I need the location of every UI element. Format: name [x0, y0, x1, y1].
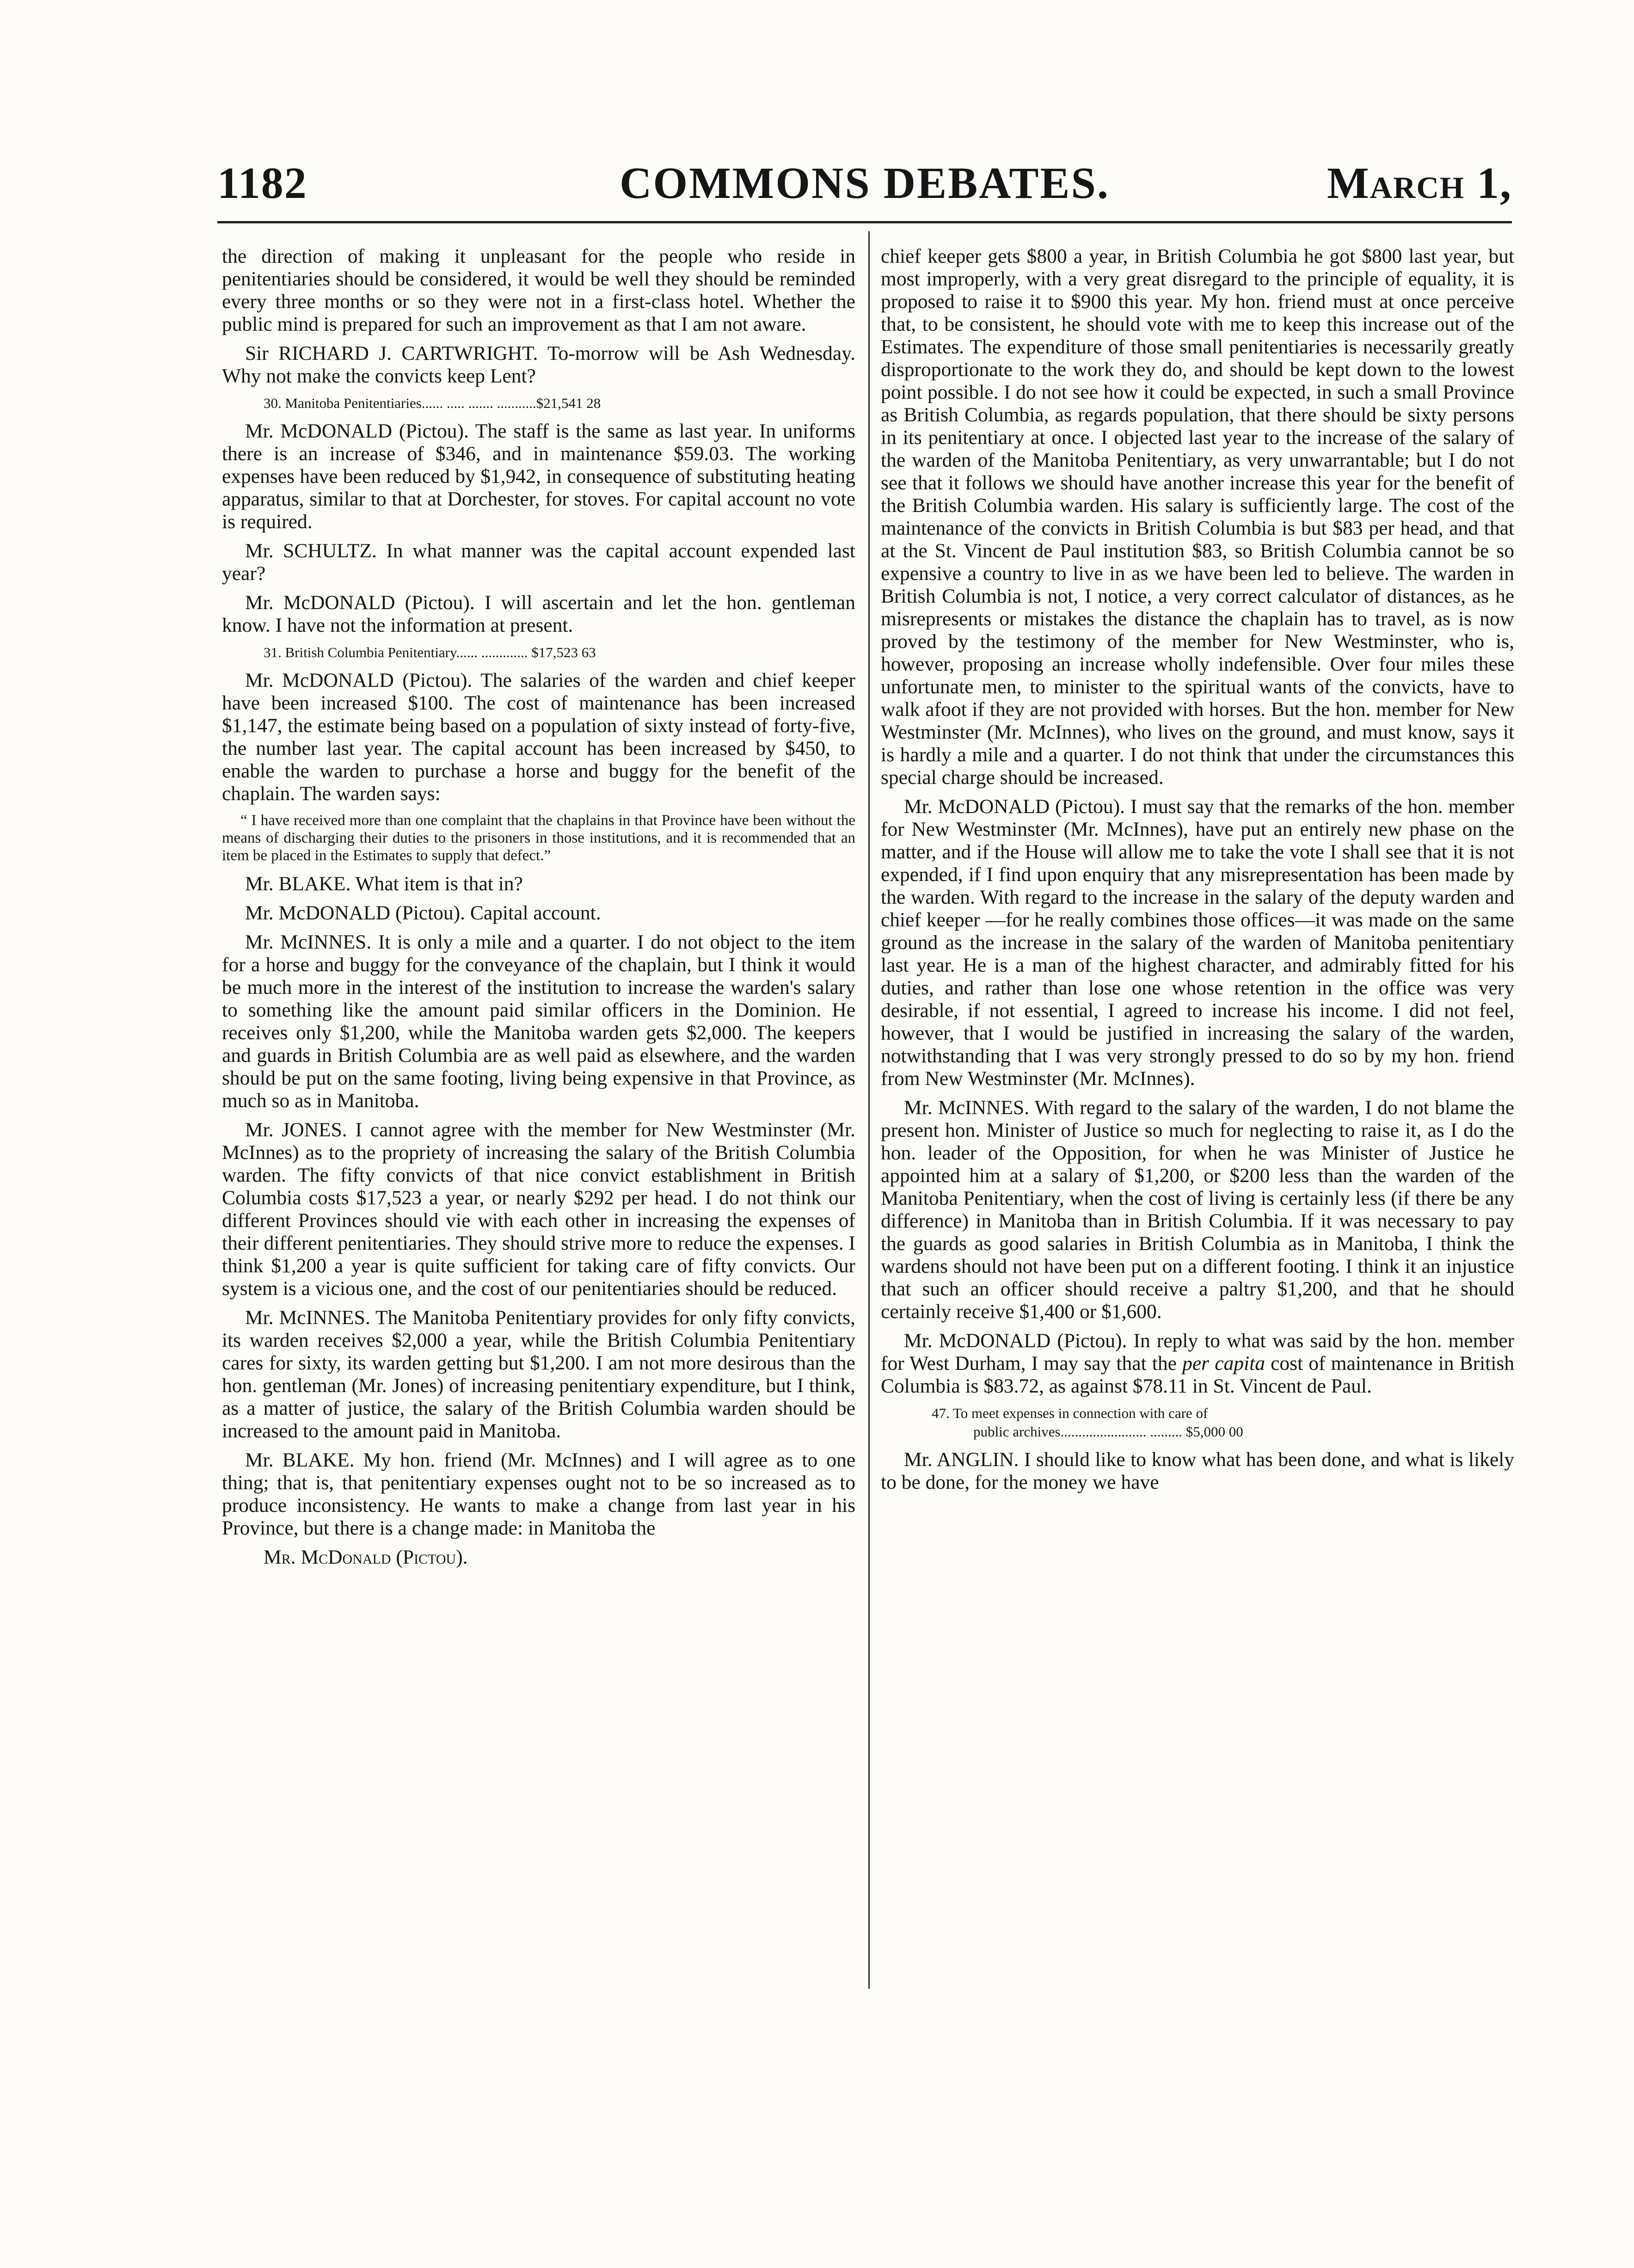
- estimate-item: 31. British Columbia Penitentiary...... ............. $17,523 63: [264, 644, 596, 660]
- speaker-name: Mr. McDONALD (Pictou).: [904, 1330, 1127, 1352]
- speech-text: The salaries of the warden and chief keeper have been increased $100. The cost of maintenance has been increased $1,147, the estimate being based on a population of sixty instead of forty-five, the number last year. The capital account has been increased by $450, to enable the warden to purchase a horse and buggy for the benefit of the chaplain. The warden says:: [222, 669, 855, 805]
- left-column: [222, 245, 855, 1569]
- speaker-name: Mr. McDONALD (Pictou).: [245, 420, 469, 442]
- speech: [881, 795, 1514, 1090]
- publication-title: COMMONS DEBATES.: [620, 158, 1110, 208]
- footer-signature: Mr. McDonald (Pictou).: [264, 1546, 468, 1568]
- speaker-name: Mr. JONES.: [245, 1119, 347, 1141]
- speech-text: In what manner was the capital account expended last year?: [222, 540, 856, 585]
- speech: [881, 1330, 1514, 1398]
- speech-text: The Manitoba Penitentiary provides for only fifty convicts, its warden receives $2,000 a year, while the British Columbia Penitentiary cares for sixty, its warden getting but $1,200. I am not more desirous than the hon. gentleman (Mr. Jones) of increasing penitentiary expenditure, but I think, as a matter of justice, the salary of the British Columbia warden should be increased to the amount paid in Manitoba.: [222, 1307, 855, 1442]
- latin-phrase: per capita: [1182, 1352, 1265, 1374]
- speech-text: In reply to what was said by the hon. member for West Durham, I may say that the: [881, 1330, 1514, 1374]
- speech: [222, 1307, 855, 1442]
- speech: [222, 420, 855, 533]
- speaker-name: Mr. McDONALD (Pictou).: [245, 592, 475, 614]
- page-date: March 1,: [1327, 158, 1512, 208]
- speech: [222, 540, 855, 585]
- speech-text: Capital account.: [470, 902, 601, 924]
- speech-text: I will ascertain and let the hon. gentleman know. I have not the information at present.: [222, 592, 855, 636]
- estimate-item-line: public archives........................ ......... $5,000 00: [973, 1424, 1243, 1440]
- speaker-name: Mr. McDONALD (Pictou).: [245, 902, 466, 924]
- speaker-name: Mr. McINNES.: [904, 1097, 1029, 1119]
- right-column: [881, 245, 1514, 1500]
- speaker-name: Mr. BLAKE.: [245, 1449, 355, 1471]
- speech: [222, 1119, 855, 1300]
- speech-text: It is only a mile and a quarter. I do not object to the item for a horse and buggy for the conveyance of the chaplain, but I think it would be much more in the interest of the institution to increase the warden's salary to something like the amount paid similar officers in the Dominion. He receives only $1,200, while the Manitoba warden gets $2,000. The keepers and guards in British Columbia are as well paid as elsewhere, and the warden should be put on the same footing, living being expensive in that Province, as much so as in Manitoba.: [222, 931, 855, 1112]
- speech-text: My hon. friend (Mr. McInnes) and I will agree as to one thing; that is, that penitentiary expenses ought not to be so increased as to produce inconsistency. He wants to make a change from last year in his Province, but there is a change made: in Manitoba the: [222, 1449, 856, 1539]
- speech: [222, 1449, 855, 1540]
- speaker-name: Mr. McINNES.: [245, 931, 372, 953]
- column-divider: [868, 231, 870, 1989]
- paragraph: chief keeper gets $800 a year, in British Columbia he got $800 last year, but most improperly, with a very great disregard to the principle of equality, it is proposed to raise it to $900 this year. My hon. friend must at once perceive that, to be consistent, he should vote with me to keep this increase out of the Estimates. The expenditure of those small penitentiaries is necessarily greatly disproportionate to the work they do, and should be kept down to the lowest point possible. I do not see how it could be expected, in such a small Province as British Columbia, as regards population, that there should be sixty persons in its penitentiary at once. I objected last year to the increase of the salary of the warden of the Manitoba Penitentiary, as very unwarrantable; but I do not see that it follows we should have another increase this year for the benefit of the British Columbia warden. His salary is sufficiently large. The cost of the maintenance of the convicts in British Columbia is but $83 per head, and that at the St. Vincent de Paul institution $83, so British Columbia cannot be so expensive a country to live in as we have been led to believe. The warden in British Columbia is not, I notice, a very correct calculator of distances, as he misrepresents or mistakes the distance the chaplain has to travel, as is now proved by the testimony of the member for New Westminster, who is, however, proposing an increase wholly indefensible. Over four miles these unfortunate men, to minister to the spiritual wants of the convicts, have to walk afoot if they are not provided with horses. But the hon. member for New Westminster (Mr. McInnes), who lives on the ground, and must know, says it is hardly a mile and a quarter. I do not think that under the circumstances this special charge should be increased.: [881, 245, 1514, 789]
- block-quote: “ I have received more than one complaint that the chaplains in that Province have been without the means of discharging their duties to the prisoners in those institutions, and it is recommended that an item be placed in the Estimates to supply that defect.”: [222, 812, 855, 864]
- speech: [222, 873, 855, 895]
- speech: [881, 1097, 1514, 1323]
- speech-text: With regard to the salary of the warden, I do not blame the present hon. Minister of Justice so much for neglecting to raise it, as I do the hon. leader of the Opposition, for when he was Minister of Justice he appointed him at a salary of $1,200, or $200 less than the warden of the Manitoba Penitentiary, when the cost of living is certainly less (if there be any difference) in Manitoba than in British Columbia. If it was necessary to pay the guards as good salaries in British Columbia as in Manitoba, I think the wardens should not have been put on a different footing. I think it an injustice that such an officer should receive a paltry $1,200, and that he should certainly receive $1,400 or $1,600.: [881, 1097, 1514, 1323]
- speech: [881, 1448, 1514, 1494]
- page-header: [217, 157, 1512, 217]
- page-number: 1182: [217, 158, 307, 208]
- speech: [222, 342, 855, 388]
- speech: [222, 669, 855, 805]
- speaker-name: Mr. McDONALD (Pictou).: [245, 669, 473, 691]
- speaker-name: Mr. ANGLIN.: [904, 1448, 1019, 1471]
- speech-text: cost of maintenance in British Columbia is $83.72, as against $78.11 in St. Vincent de Paul.: [881, 1352, 1515, 1397]
- speaker-name: Mr. McINNES.: [245, 1307, 370, 1329]
- speech: [222, 931, 855, 1112]
- paragraph: the direction of making it unpleasant for the people who reside in penitentiaries should be considered, it would be well they should be reminded every three months or so they were not in a first-class hotel. Whether the public mind is prepared for such an improvement as that I am not aware.: [222, 245, 855, 335]
- speech: [222, 592, 855, 637]
- estimate-item-line: 47. To meet expenses in connection with care of: [932, 1405, 1208, 1421]
- speech-text: I cannot agree with the member for New Westminster (Mr. McInnes) as to the propriety of increasing the salary of the British Columbia warden. The fifty convicts of that nice convict establishment in British Columbia costs $17,523 a year, or nearly $292 per head. I do not think our different Provinces should vie with each other in increasing the expenses of their different penitentiaries. They should strive more to reduce the expenses. I think $1,200 a year is quite sufficient for taking care of fifty convicts. Our system is a vicious one, and the cost of our penitentiaries should be reduced.: [222, 1119, 856, 1300]
- speaker-name: Mr. McDONALD (Pictou).: [904, 795, 1125, 818]
- estimate-item: 30. Manitoba Penitentiaries...... ..... ....... ...........$21,541 28: [264, 395, 601, 411]
- speech-text: I must say that the remarks of the hon. member for New Westminster (Mr. McInnes), have put an entirely new phase on the matter, and if the House will allow me to take the vote I shall see that it is not expended, if I find upon enquiry that any misrepresentation has been made by the warden. With regard to the increase in the salary of the deputy warden and chief keeper —for he really combines those offices—it was made on the same ground as the increase in the salary of the warden of Manitoba penitentiary last year. He is a man of the highest character, and admirably fitted for his duties, and rather than lose one whose retention in the office was very desirable, if not essential, I agreed to increase his income. I did not feel, however, that I would be justified in increasing the salary of the warden, notwithstanding that I was very strongly pressed to do so by my hon. friend from New Westminster (Mr. McInnes).: [881, 795, 1514, 1090]
- speaker-name: Sir RICHARD J. CARTWRIGHT.: [245, 342, 538, 364]
- speaker-name: Mr. BLAKE.: [245, 873, 351, 895]
- speech-text: The staff is the same as last year. In uniforms there is an increase of $346, and in maintenance $59.03. The working expenses have been reduced by $1,942, in consequence of substituting heating apparatus, similar to that at Dorchester, for stoves. For capital account no vote is required.: [222, 420, 855, 533]
- estimate-item: [881, 1404, 1514, 1441]
- speech: [222, 902, 855, 924]
- speech-text: To-morrow will be Ash Wednesday. Why not make the convicts keep Lent?: [222, 342, 855, 387]
- speech-text: I should like to know what has been done, and what is likely to be done, for the money we have: [881, 1448, 1514, 1493]
- speech-text: What item is that in?: [355, 873, 523, 895]
- speaker-name: Mr. SCHULTZ.: [245, 540, 377, 562]
- header-rule: [217, 221, 1512, 223]
